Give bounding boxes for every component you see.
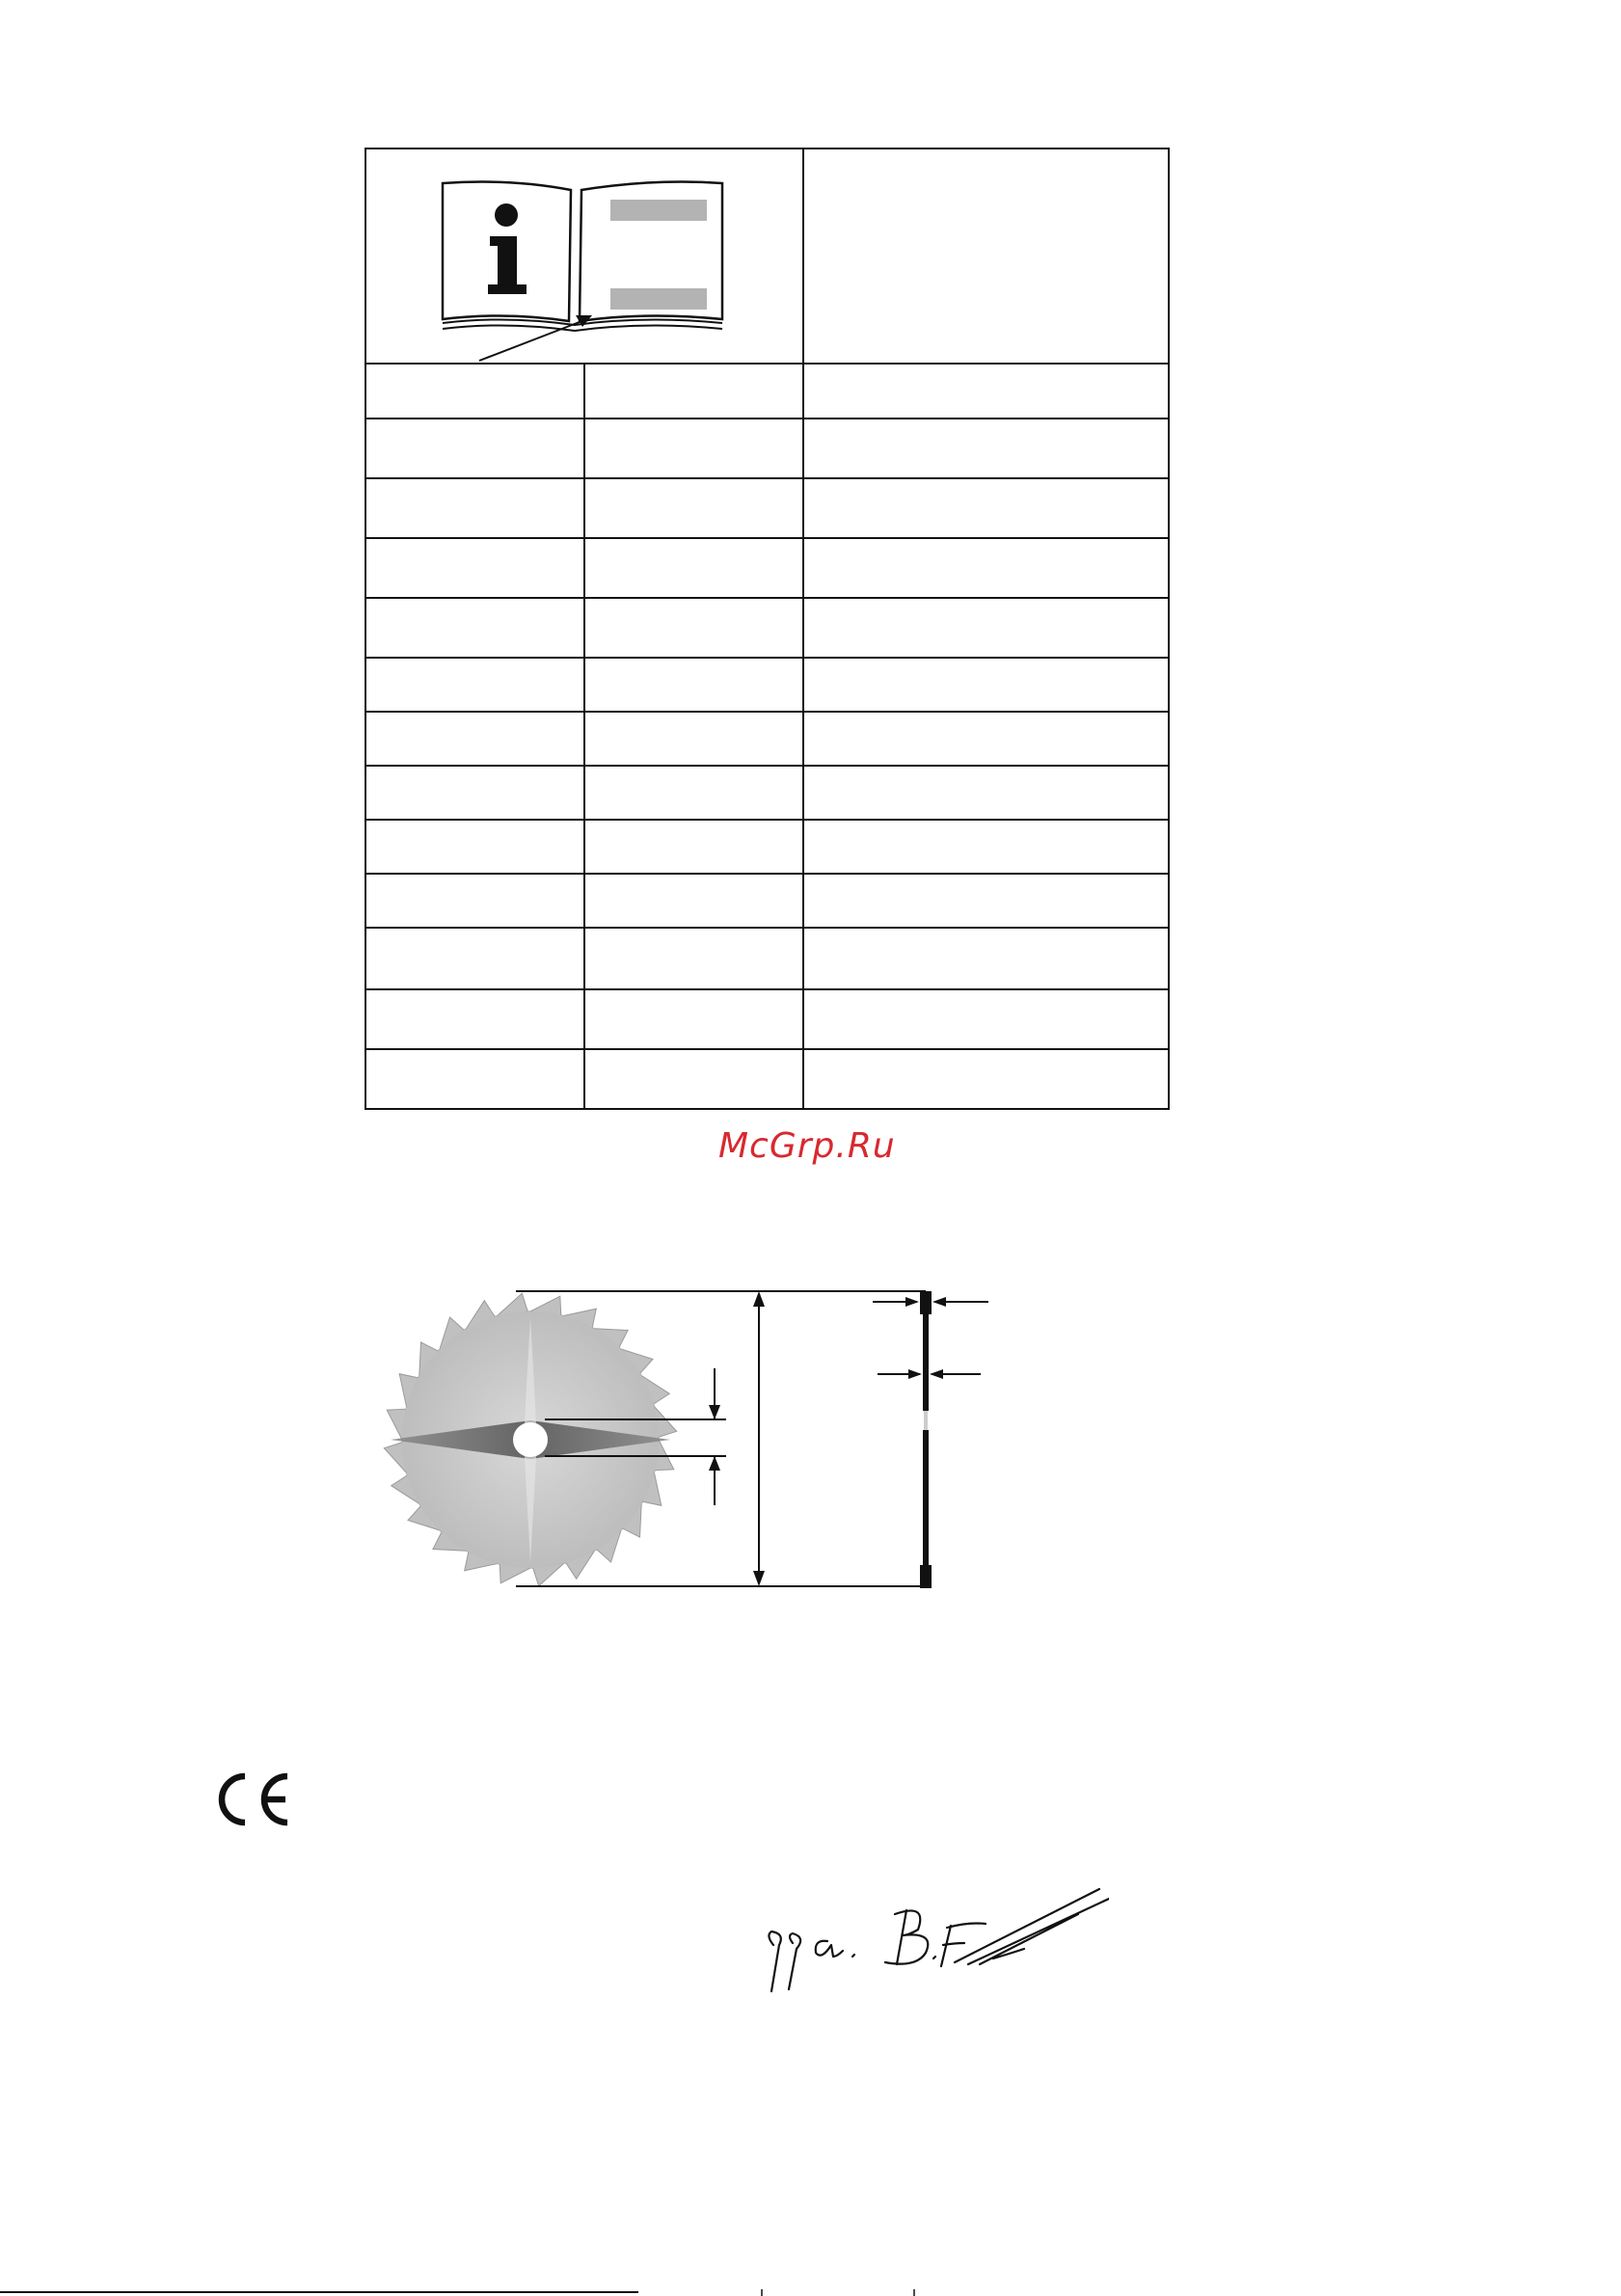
manual-info-icon: [366, 149, 802, 363]
watermark-text: McGrp.Ru: [718, 1126, 896, 1166]
table-header-row: [365, 149, 1169, 364]
table-header-text-cell: [803, 149, 1169, 364]
table-row: [365, 712, 1169, 766]
saw-blade: [384, 1293, 676, 1585]
table-row: [365, 928, 1169, 989]
table-row: [365, 364, 1169, 419]
signature: [762, 1885, 1109, 1996]
saw-blade-diagram: [371, 1278, 998, 1596]
specification-table: [365, 148, 1170, 1110]
ce-mark: [210, 1770, 291, 1828]
table-row: [365, 766, 1169, 820]
table-row: [365, 820, 1169, 874]
table-row: [365, 598, 1169, 658]
footer-rule: [0, 2289, 1621, 2296]
table-row: [365, 419, 1169, 478]
table-row: [365, 1049, 1169, 1109]
table-row: [365, 658, 1169, 712]
table-row: [365, 989, 1169, 1049]
table-row: [365, 538, 1169, 598]
read-manual-cell: [365, 149, 803, 364]
table-row: [365, 478, 1169, 538]
table-row: [365, 874, 1169, 928]
